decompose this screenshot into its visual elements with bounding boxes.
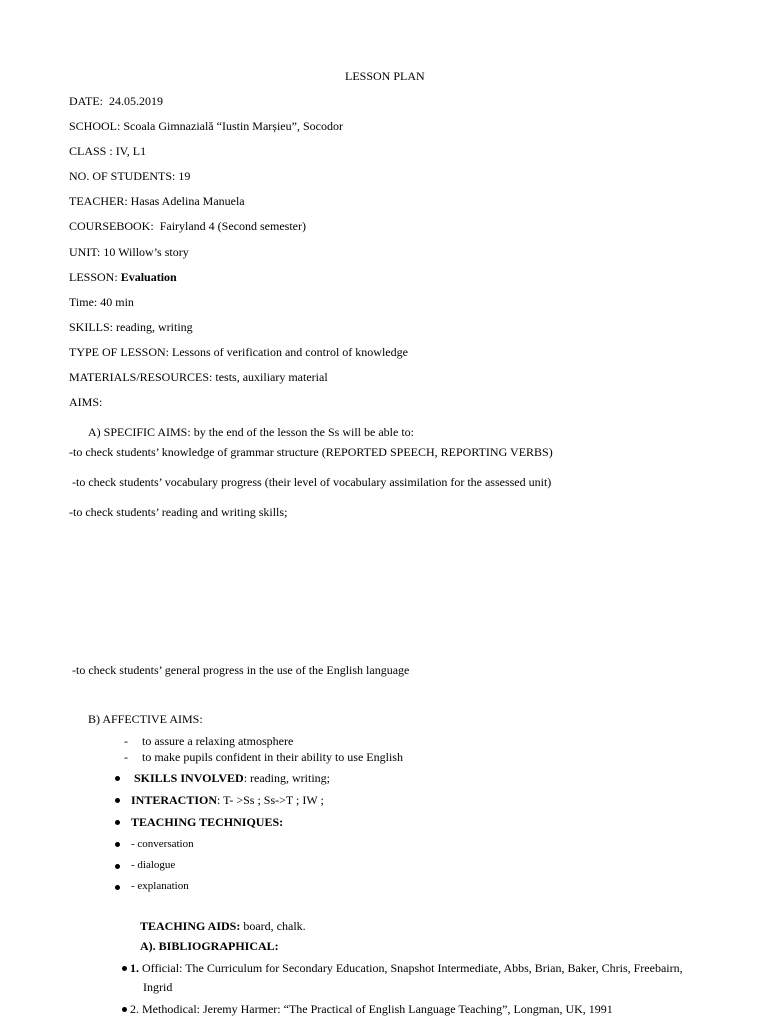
interaction-item — [131, 793, 324, 807]
specific-aim-item: -to check students’ vocabulary progress (their level of vocabulary assimilation for the assessed unit) — [72, 475, 552, 489]
field-label: SCHOOL: — [69, 119, 121, 133]
field-label: TEACHER: — [69, 194, 128, 208]
skills-involved-value: : reading, writing; — [243, 771, 331, 785]
field-value: Hasas Adelina Manuela — [130, 194, 245, 208]
technique-item: - explanation — [131, 880, 189, 892]
technique-item: - conversation — [131, 838, 194, 850]
field-value: 24.05.2019 — [109, 94, 163, 108]
bullet-icon — [122, 1007, 127, 1012]
field-label: LESSON: — [69, 270, 118, 284]
field-value: IV, L1 — [115, 144, 147, 158]
field-type-of-lesson — [69, 345, 408, 359]
field-value: reading, writing — [116, 320, 193, 334]
specific-aim-item: -to check students’ knowledge of grammar structure (REPORTED SPEECH, REPORTING VERBS) — [69, 445, 553, 459]
interaction-label: INTERACTION — [131, 793, 218, 807]
field-value: 40 min — [100, 295, 134, 309]
field-value: 10 Willow’s story — [103, 245, 189, 259]
affective-aim-item: to assure a relaxing atmosphere — [142, 734, 294, 748]
field-unit — [69, 245, 189, 259]
page-title: LESSON PLAN — [345, 69, 425, 83]
teaching-aids-label: TEACHING AIDS: — [140, 919, 241, 933]
skills-involved-label: SKILLS INVOLVED — [134, 771, 244, 785]
dash-icon: - — [124, 734, 128, 748]
teaching-techniques-label: TEACHING TECHNIQUES: — [131, 815, 284, 829]
field-teacher — [69, 194, 245, 208]
field-skills — [69, 320, 193, 334]
bibliography-item-2: 2. Methodical: Jeremy Harmer: “The Practical of English Language Teaching”, Longman, UK, 1991 — [130, 1002, 613, 1016]
field-school — [69, 119, 343, 133]
specific-aim-item: -to check students’ general progress in the use of the English language — [72, 663, 410, 677]
field-coursebook — [69, 219, 306, 233]
bullet-icon — [115, 885, 120, 890]
field-value: tests, auxiliary material — [215, 370, 328, 384]
field-label: TYPE OF LESSON: — [69, 345, 170, 359]
field-value: Fairyland 4 (Second semester) — [159, 219, 306, 233]
specific-aims-heading: A) SPECIFIC AIMS: by the end of the lesson the Ss will be able to: — [88, 425, 414, 439]
field-label: NO. OF STUDENTS: — [69, 169, 176, 183]
bullet-icon — [115, 776, 120, 781]
field-value: Scoala Gimnazială “Iustin Marșieu”, Socodor — [123, 119, 343, 133]
specific-aim-item: -to check students’ reading and writing skills; — [69, 505, 288, 519]
field-label: UNIT: — [69, 245, 101, 259]
field-label: Time: — [69, 295, 98, 309]
field-label: MATERIALS/RESOURCES: — [69, 370, 213, 384]
field-label: AIMS: — [69, 395, 103, 409]
interaction-value: : T- >Ss ; Ss->T ; IW ; — [217, 793, 324, 807]
bibliographical-heading: A). BIBLIOGRAPHICAL: — [140, 939, 279, 953]
field-no-of-students — [69, 169, 190, 183]
field-aims — [69, 395, 102, 409]
field-lesson — [69, 270, 177, 284]
bibliography-item-1 — [130, 961, 683, 975]
teaching-aids-value: board, chalk. — [243, 919, 306, 933]
field-value: Evaluation — [120, 270, 177, 284]
skills-involved-item — [134, 771, 330, 785]
bibliography-number: 1. — [130, 961, 139, 975]
bullet-icon — [115, 798, 120, 803]
teaching-aids — [140, 919, 306, 933]
field-date — [69, 94, 163, 108]
technique-item: - dialogue — [131, 859, 176, 871]
field-value: 19 — [178, 169, 191, 183]
field-materials — [69, 370, 328, 384]
field-class — [69, 144, 146, 158]
bibliography-text: Official: The Curriculum for Secondary Education, Snapshot Intermediate, Abbs, Brian, Baker, Chris, Freebairn, — [142, 961, 683, 975]
field-label: CLASS : — [69, 144, 113, 158]
field-label: DATE: — [69, 94, 103, 108]
field-label: SKILLS: — [69, 320, 114, 334]
affective-aims-heading: B) AFFECTIVE AIMS: — [88, 712, 203, 726]
field-label: COURSEBOOK: — [69, 219, 154, 233]
bullet-icon — [122, 966, 127, 971]
bullet-icon — [115, 864, 120, 869]
bullet-icon — [115, 820, 120, 825]
affective-aim-item: to make pupils confident in their ability to use English — [142, 750, 403, 764]
field-time — [69, 295, 134, 309]
field-value: Lessons of verification and control of knowledge — [172, 345, 408, 359]
dash-icon: - — [124, 750, 128, 764]
bibliography-item-1-continued: Ingrid — [143, 980, 173, 994]
bullet-icon — [115, 842, 120, 847]
